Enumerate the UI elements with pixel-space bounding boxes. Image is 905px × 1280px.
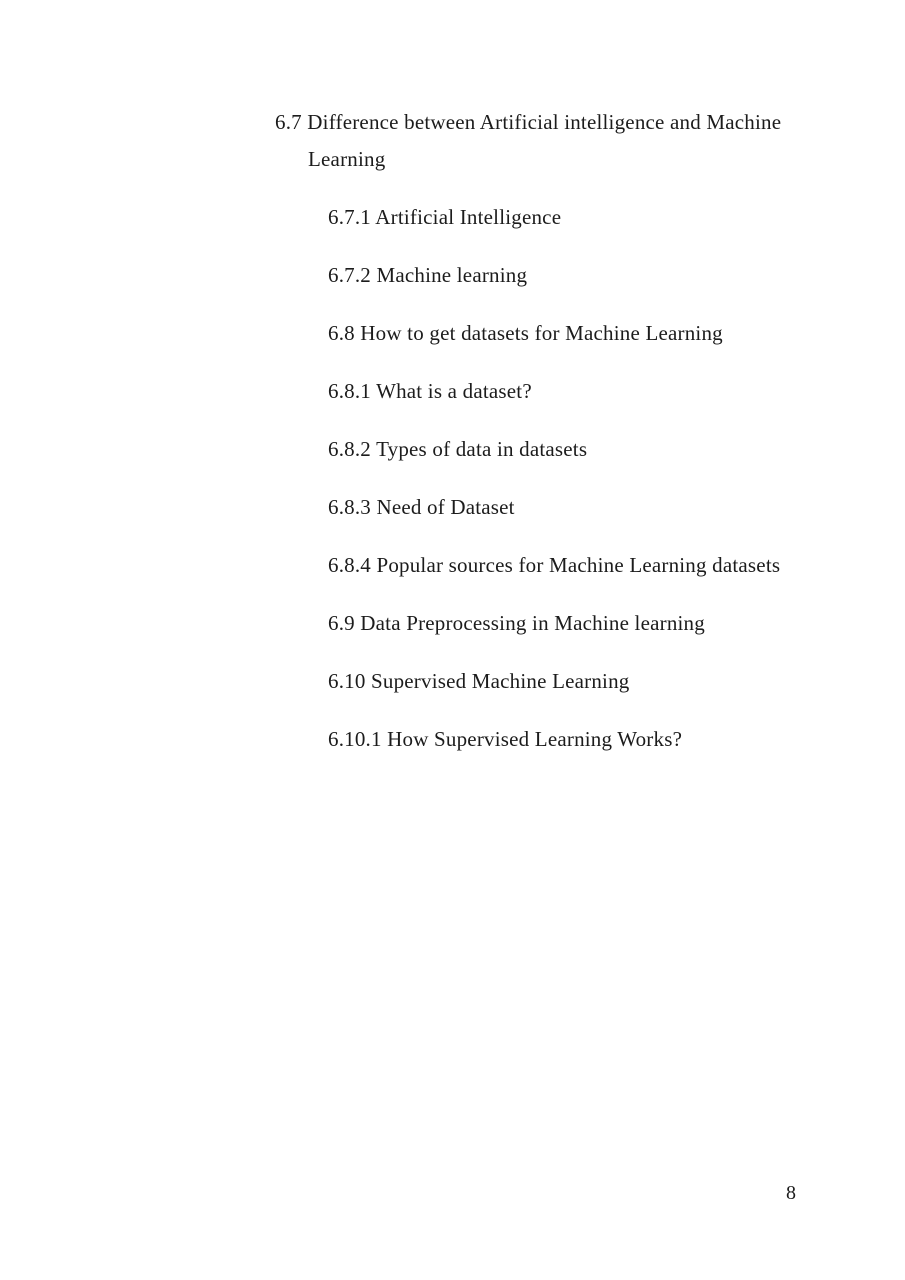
toc-entry: 6.7.1 Artificial Intelligence: [328, 205, 562, 229]
toc-entry: 6.8 How to get datasets for Machine Learning: [328, 321, 723, 345]
toc-entry: 6.10 Supervised Machine Learning: [328, 669, 630, 693]
toc-entry: 6.7.2 Machine learning: [328, 263, 528, 287]
toc-entry: 6.8.4 Popular sources for Machine Learning datasets: [328, 553, 781, 577]
toc-entry: 6.7 Difference between Artificial intelligence and Machine Learning: [275, 110, 782, 171]
page-number: 8: [786, 1182, 796, 1204]
toc-entry: 6.8.1 What is a dataset?: [328, 379, 532, 403]
toc-entry: 6.8.2 Types of data in datasets: [328, 437, 588, 461]
toc-entry: 6.9 Data Preprocessing in Machine learning: [328, 611, 705, 635]
toc-entry: 6.10.1 How Supervised Learning Works?: [328, 727, 683, 751]
toc-entry: 6.8.3 Need of Dataset: [328, 495, 515, 519]
toc-list: [275, 104, 848, 779]
